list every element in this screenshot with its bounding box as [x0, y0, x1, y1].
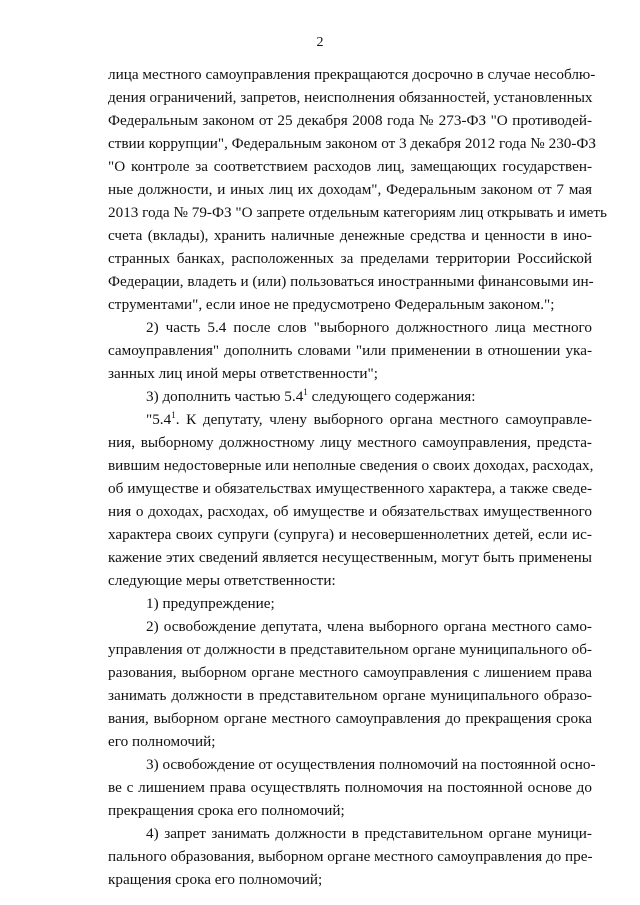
text-line: [108, 868, 592, 891]
superscript: 1: [171, 409, 176, 420]
text-line: [108, 362, 592, 385]
text-line: [108, 431, 592, 454]
text-line: [108, 224, 592, 247]
line-text: ния, выборному должностному лицу местного самоуправления, предста-: [108, 434, 592, 451]
text-line: [108, 63, 596, 86]
text-line: [108, 454, 592, 477]
text-line: [108, 799, 592, 822]
text-line: [108, 408, 592, 431]
line-text: занимать должности в представительном органе муниципального образо-: [108, 687, 592, 704]
line-text: 3) освобождение от осуществления полномочий на постоянной осно-: [146, 756, 596, 773]
line-text: лица местного самоуправления прекращаются досрочно в случае несоблю-: [108, 66, 596, 83]
text-line: [108, 293, 592, 316]
line-text: вания, выборном органе местного самоуправления до прекращения срока: [108, 710, 592, 727]
document-body: [108, 63, 607, 891]
text-line: [108, 270, 592, 293]
text-line: [108, 615, 592, 638]
text-line: [108, 753, 596, 776]
text-line: [108, 132, 597, 155]
line-text: 2013 года № 79-ФЗ "О запрете отдельным категориям лиц открывать и иметь: [108, 204, 607, 221]
text-line: [108, 684, 592, 707]
line-text: счета (вклады), хранить наличные денежные средства и ценности в ино-: [108, 227, 592, 244]
line-text: струментами", если иное не предусмотрено Федеральным законом.";: [108, 296, 555, 313]
text-line: [108, 201, 607, 224]
line-text: кращения срока его полномочий;: [108, 871, 323, 888]
superscript: 1: [303, 386, 308, 397]
text-line: [108, 569, 592, 592]
text-line: [108, 730, 592, 753]
text-line: [108, 109, 592, 132]
text-line: [108, 178, 592, 201]
line-text: кажение этих сведений является несущественным, могут быть применены: [108, 549, 592, 566]
line-text: самоуправления" дополнить словами "или применении в отношении ука-: [108, 342, 592, 359]
text-line: [108, 500, 592, 523]
line-text: Федерации, владеть и (или) пользоваться иностранными финансовыми ин-: [108, 273, 594, 290]
text-line: [108, 845, 592, 868]
line-text: 2) освобождение депутата, члена выборного органа местного само-: [146, 618, 592, 635]
text-line: [108, 339, 592, 362]
text-line: [108, 546, 592, 569]
text-line: [108, 523, 592, 546]
line-text: 1) предупреждение;: [146, 595, 275, 612]
line-text: "О контроле за соответствием расходов лиц, замещающих государствен-: [108, 158, 592, 175]
line-text: ствии коррупции", Федеральным законом от 3 декабря 2012 года № 230-ФЗ: [108, 135, 597, 152]
line-text: прекращения срока его полномочий;: [108, 802, 345, 819]
line-text: 3) дополнить частью 5.4: [146, 388, 304, 405]
line-text-continuation: следующего содержания:: [307, 388, 476, 405]
text-line: [108, 477, 592, 500]
text-line: [108, 707, 592, 730]
line-text: разования, выборном органе местного самоуправления с лишением права: [108, 664, 592, 681]
line-text: ные должности, и иных лиц их доходам", Федеральным законом от 7 мая: [108, 181, 592, 198]
line-text: занных лиц иной меры ответственности";: [108, 365, 378, 382]
text-line: [108, 86, 592, 109]
line-text: характера своих супруги (супруга) и несовершеннолетних детей, если ис-: [108, 526, 592, 543]
line-text: пального образования, выборном органе местного самоуправления до пре-: [108, 848, 593, 865]
text-line: [108, 247, 592, 270]
text-line: [108, 638, 592, 661]
line-text: его полномочий;: [108, 733, 216, 750]
line-text: управления от должности в представительном органе муниципального об-: [108, 641, 592, 658]
text-line: [108, 316, 592, 339]
text-line: [108, 776, 592, 799]
line-text-continuation: . К депутату, члену выборного органа местного самоуправле-: [175, 411, 592, 428]
text-line: [108, 822, 592, 845]
line-text: об имуществе и обязательствах имущественного характера, а также сведе-: [108, 480, 592, 497]
text-line: [108, 385, 592, 408]
text-line: [108, 592, 592, 615]
line-text: ния о доходах, расходах, об имуществе и обязательствах имущественного: [108, 503, 592, 520]
page-number: 2: [316, 35, 324, 50]
line-text: "5.4: [146, 411, 172, 428]
line-text: Федеральным законом от 25 декабря 2008 года № 273-ФЗ "О противодей-: [108, 112, 592, 129]
line-text: следующие меры ответственности:: [108, 572, 336, 589]
line-text: 4) запрет занимать должности в представительном органе муници-: [146, 825, 592, 842]
line-text: странных банках, расположенных за пределами территории Российской: [108, 250, 592, 267]
line-text: дения ограничений, запретов, неисполнения обязанностей, установленных: [108, 89, 593, 106]
line-text: ве с лишением права осуществлять полномочия на постоянной основе до: [108, 779, 592, 796]
text-line: [108, 155, 592, 178]
line-text: вившим недостоверные или неполные сведения о своих доходах, расходах,: [108, 457, 594, 474]
text-line: [108, 661, 592, 684]
line-text: 2) часть 5.4 после слов "выборного должностного лица местного: [146, 319, 592, 336]
